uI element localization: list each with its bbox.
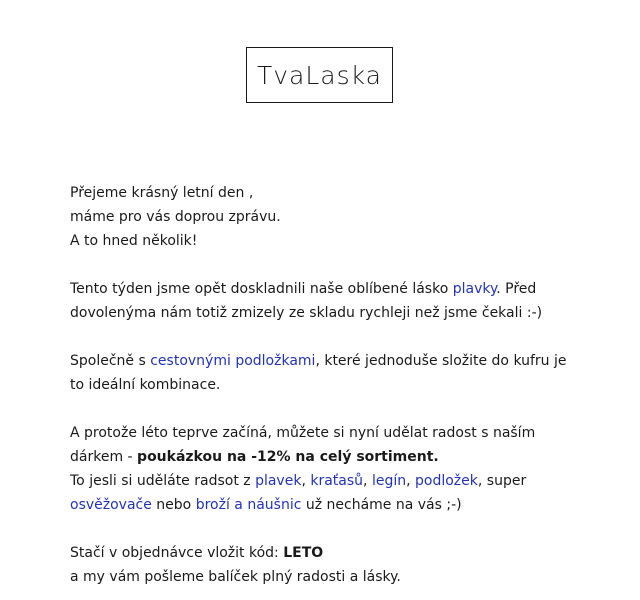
podlozek-link[interactable]: podložek — [415, 473, 478, 489]
voucher-sep-2: , — [363, 473, 372, 489]
travel-pads-paragraph — [70, 349, 580, 397]
code-line-2: a my vám pošleme balíček plný radosti a lásky. — [70, 569, 401, 585]
code-paragraph — [70, 541, 580, 589]
legin-link[interactable]: legín — [371, 473, 407, 489]
voucher-text-before: A protože léto teprve začíná, můžete si nyní udělat radost s naším dárkem - — [70, 425, 536, 465]
travel-pads-link[interactable]: cestovnými podložkami — [150, 353, 316, 369]
brand-logo[interactable] — [246, 47, 393, 103]
osvezovace-link[interactable]: osvěžovače — [70, 497, 152, 513]
voucher-text-super: , super — [477, 473, 527, 489]
voucher-paragraph — [70, 421, 580, 517]
voucher-text-nebo: nebo — [151, 497, 196, 513]
email-body — [70, 181, 580, 589]
travel-pads-text-after: , které jednoduše složite do kufru je to ideální kombinace. — [70, 353, 567, 393]
plavek-link[interactable]: plavek — [255, 473, 302, 489]
restock-text-before: Tento týden jsme opět doskladnili naše oblíbené lásko — [70, 281, 453, 297]
restock-text-after: . Před dovolenýma nám totiž zmizely ze skladu rychleji než jsme čekali :-) — [70, 281, 543, 321]
greeting-line-3: A to hned několik! — [70, 233, 198, 249]
greeting-line-2: máme pro vás doprou zprávu. — [70, 209, 281, 225]
brand-logo-text: TvaLaska — [256, 60, 383, 90]
swimwear-link[interactable]: plavky — [452, 281, 497, 297]
voucher-line2-start: To jesli si uděláte radsot z — [70, 473, 256, 489]
restock-paragraph — [70, 277, 580, 325]
voucher-text-end: už necháme na vás ;-) — [301, 497, 462, 513]
kratasu-link[interactable]: kraťasů — [310, 473, 364, 489]
greeting-line-1: Přejeme krásný letní den , — [70, 185, 254, 201]
voucher-offer-bold: poukázkou na -12% na celý sortiment. — [137, 449, 439, 465]
greeting-paragraph — [70, 181, 580, 253]
voucher-sep-3: , — [406, 473, 415, 489]
brozi-nausnic-link[interactable]: broží a náušnic — [195, 497, 302, 513]
code-text-before: Stačí v objednávce vložit kód: — [70, 545, 284, 561]
voucher-sep-1: , — [301, 473, 311, 489]
travel-pads-text-before: Společně s — [70, 353, 151, 369]
discount-code: LETO — [283, 545, 324, 561]
